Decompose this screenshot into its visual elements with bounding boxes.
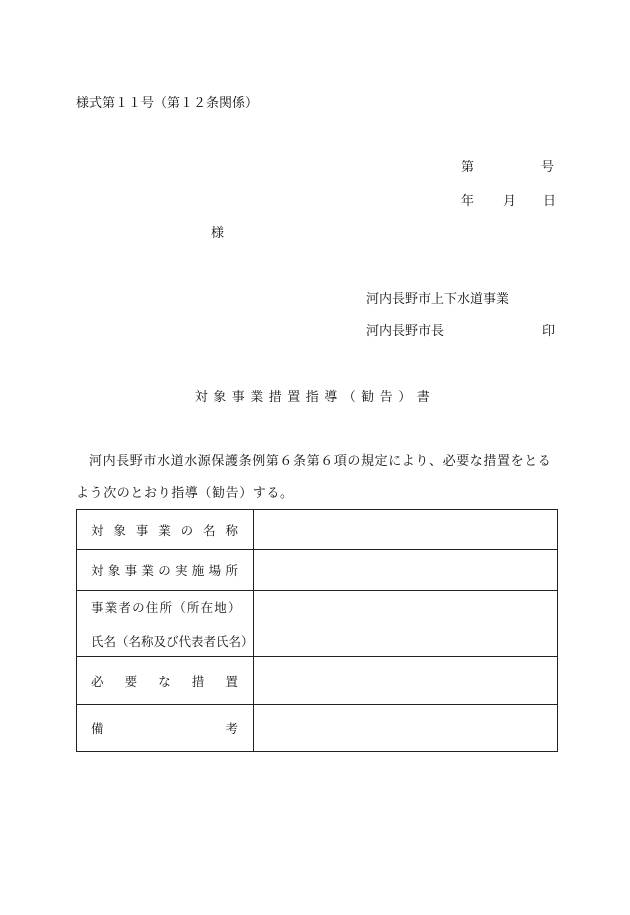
label-char: の bbox=[158, 563, 171, 578]
document-title: 対象事業措置指導（勧告）書 bbox=[194, 390, 436, 405]
details-table bbox=[76, 509, 558, 752]
required-measures-value bbox=[254, 657, 558, 705]
label-char: 事 bbox=[124, 563, 138, 578]
form-number: 様式第１１号（第１２条関係） bbox=[76, 96, 259, 111]
project-name-label bbox=[77, 521, 253, 539]
label-char: 対 bbox=[91, 563, 104, 578]
operator-info-value bbox=[254, 591, 558, 657]
project-location-label bbox=[77, 561, 253, 579]
label-char: 象 bbox=[113, 522, 126, 538]
label-char: 場 bbox=[208, 563, 222, 578]
label-char: 象 bbox=[107, 563, 121, 578]
table-row bbox=[77, 705, 558, 752]
label-char: 称 bbox=[225, 522, 238, 538]
row-label-cell bbox=[77, 550, 254, 591]
label-char: 業 bbox=[141, 563, 154, 578]
operator-address-label: 事業者の住所（所在地） bbox=[91, 599, 242, 615]
operator-name-label: 氏名（名称及び代表者氏名） bbox=[91, 633, 254, 649]
issuer-organization: 河内長野市上下水道事業 bbox=[366, 292, 510, 307]
body-text: 河内長野市水道水源保護条例第６条第６項の規定により、必要な措置をとるよう次のとおり指導（勧告）する。 bbox=[76, 454, 552, 501]
label-char: 置 bbox=[225, 673, 238, 689]
addressee-honorific: 様 bbox=[211, 226, 225, 241]
project-location-value bbox=[254, 550, 558, 591]
table-row bbox=[77, 510, 558, 550]
date-month-label: 月 bbox=[503, 194, 517, 209]
label-char: 考 bbox=[225, 721, 238, 736]
row-label-cell bbox=[77, 705, 254, 752]
label-char: 業 bbox=[158, 522, 171, 538]
label-char: 所 bbox=[225, 563, 238, 578]
label-char: 備 bbox=[91, 721, 104, 736]
label-char: 対 bbox=[91, 522, 104, 538]
label-char: 要 bbox=[124, 673, 138, 689]
remarks-label bbox=[77, 719, 253, 737]
document-number-label: 第 bbox=[461, 160, 475, 175]
required-measures-label bbox=[77, 672, 253, 690]
label-char: 実 bbox=[174, 563, 188, 578]
project-name-value bbox=[254, 510, 558, 550]
label-char: 施 bbox=[191, 563, 205, 578]
table-row bbox=[77, 657, 558, 705]
label-char: 名 bbox=[203, 522, 216, 538]
seal-mark: 印 bbox=[542, 324, 556, 339]
row-label-cell bbox=[77, 591, 254, 657]
remarks-value bbox=[254, 705, 558, 752]
date-year-label: 年 bbox=[461, 194, 475, 209]
label-char: の bbox=[180, 522, 194, 538]
label-char: 措 bbox=[191, 673, 205, 689]
row-label-cell bbox=[77, 657, 254, 705]
table-row bbox=[77, 550, 558, 591]
label-char: な bbox=[158, 673, 171, 689]
issuer-title: 河内長野市長 bbox=[366, 324, 445, 339]
table-row bbox=[77, 591, 558, 657]
date-day-label: 日 bbox=[543, 194, 557, 209]
label-char: 事 bbox=[135, 522, 149, 538]
row-label-cell bbox=[77, 510, 254, 550]
label-char: 必 bbox=[91, 673, 104, 689]
document-number-suffix: 号 bbox=[541, 160, 555, 175]
